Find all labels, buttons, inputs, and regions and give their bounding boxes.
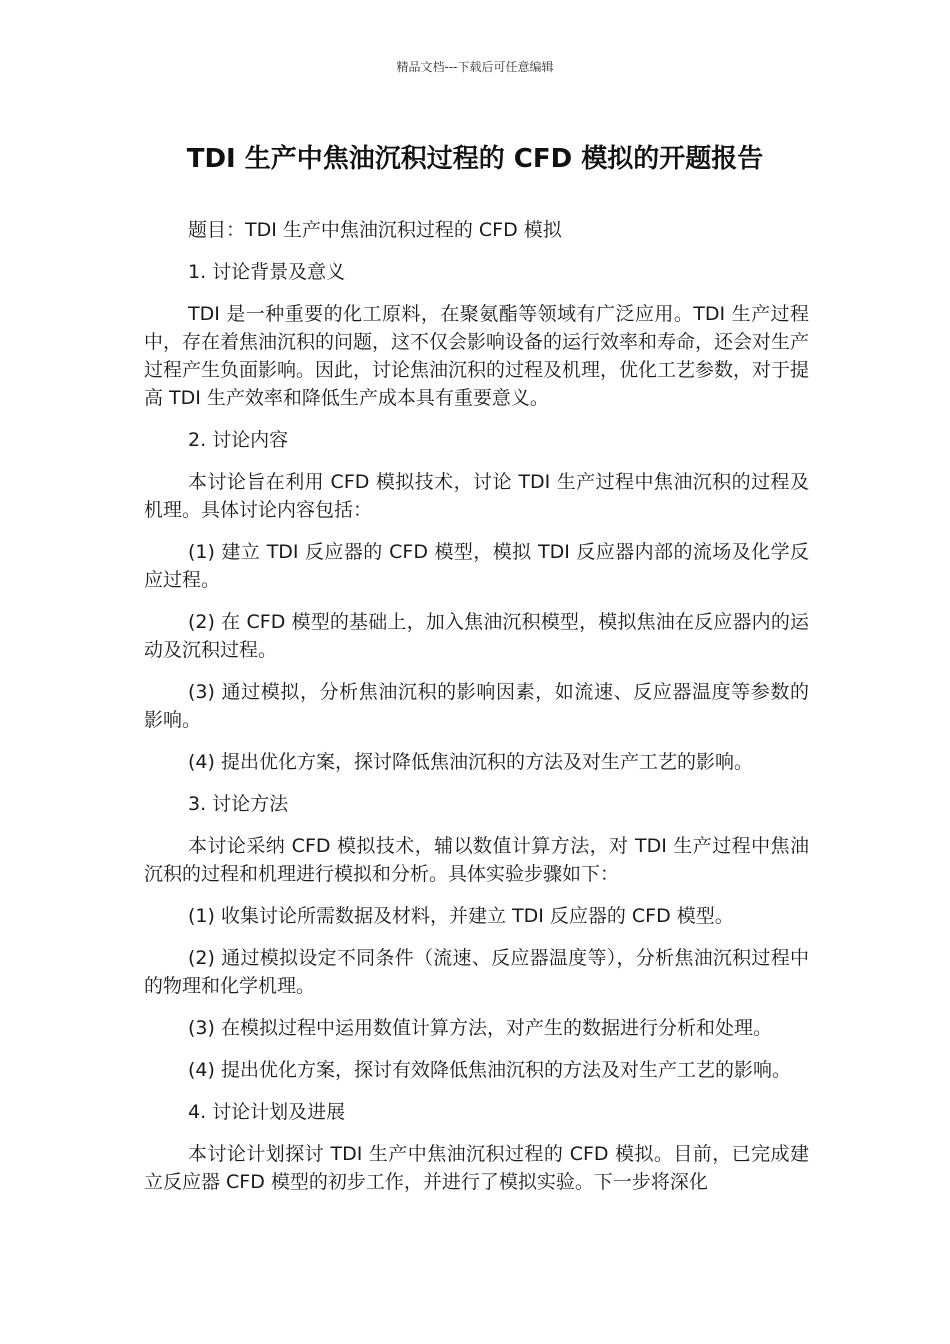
method-step-2: (2) 通过模拟设定不同条件（流速、反应器温度等），分析焦油沉积过程中的物理和化学机理。 [144,947,809,997]
content-item-1: (1) 建立 TDI 反应器的 CFD 模型，模拟 TDI 反应器内部的流场及化学反应过程。 [144,541,809,591]
section-heading-background: 1. 讨论背景及意义 [188,261,346,283]
content-item-3: (3) 通过模拟，分析焦油沉积的影响因素，如流速、反应器温度等参数的影响。 [144,681,809,731]
content-item-4: (4) 提出优化方案，探讨降低焦油沉积的方法及对生产工艺的影响。 [188,751,753,773]
section-heading-content: 2. 讨论内容 [188,429,289,451]
document-body [144,216,809,1210]
content-intro-paragraph: 本讨论旨在利用 CFD 模拟技术，讨论 TDI 生产过程中焦油沉积的过程及机理。具体讨论内容包括： [144,471,809,521]
method-step-3: (3) 在模拟过程中运用数值计算方法，对产生的数据进行分析和处理。 [188,1017,772,1039]
subject-line: 题目：TDI 生产中焦油沉积过程的 CFD 模拟 [188,219,562,241]
header-note: 精品文档---下载后可任意编辑 [396,60,554,74]
method-intro-paragraph: 本讨论采纳 CFD 模拟技术，辅以数值计算方法，对 TDI 生产过程中焦油沉积的过程和机理进行模拟和分析。具体实验步骤如下： [144,835,809,885]
content-item-2: (2) 在 CFD 模型的基础上，加入焦油沉积模型，模拟焦油在反应器内的运动及沉积过程。 [144,611,809,661]
plan-paragraph: 本讨论计划探讨 TDI 生产中焦油沉积过程的 CFD 模拟。目前，已完成建立反应器 CFD 模型的初步工作，并进行了模拟实验。下一步将深化 [144,1143,809,1193]
section-heading-plan: 4. 讨论计划及进展 [188,1101,346,1123]
method-step-4: (4) 提出优化方案，探讨有效降低焦油沉积的方法及对生产工艺的影响。 [188,1059,791,1081]
background-paragraph: TDI 是一种重要的化工原料，在聚氨酯等领域有广泛应用。TDI 生产过程中，存在着焦油沉积的问题，这不仅会影响设备的运行效率和寿命，还会对生产过程产生负面影响。因此，讨论焦油沉积的过程及机理，优化工艺参数，对于提高 TDI 生产效率和降低生产成本具有重要意义。 [144,303,810,409]
section-heading-method: 3. 讨论方法 [188,793,289,815]
document-title: TDI 生产中焦油沉积过程的 CFD 模拟的开题报告 [186,144,764,174]
method-step-1: (1) 收集讨论所需数据及材料，并建立 TDI 反应器的 CFD 模型。 [188,905,734,927]
